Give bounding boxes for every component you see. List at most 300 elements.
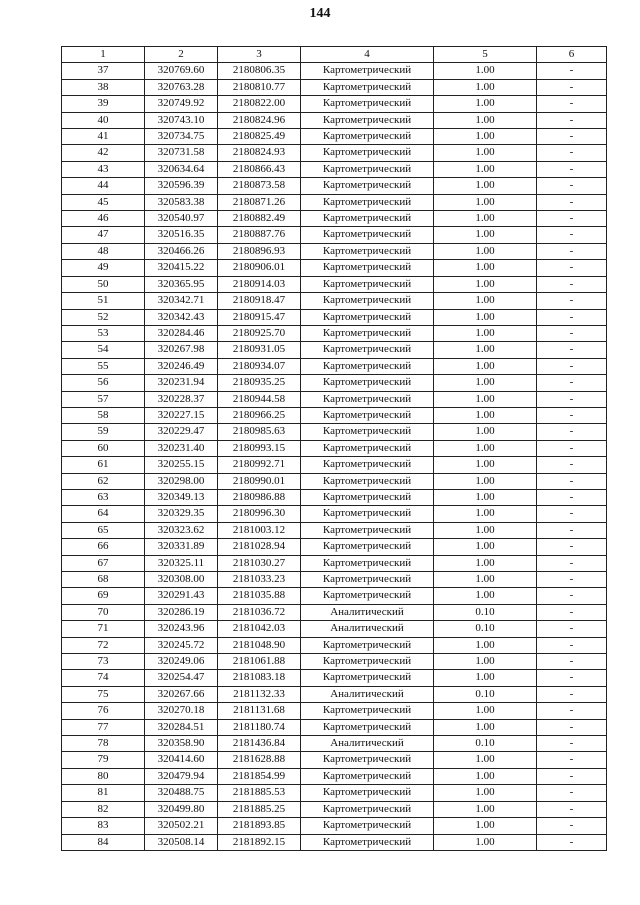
accuracy-cell: 1.00 — [434, 211, 537, 227]
method-cell: Картометрический — [301, 424, 434, 440]
table-row — [62, 686, 607, 702]
x-coordinate-cell: 320488.75 — [145, 785, 218, 801]
method-cell: Картометрический — [301, 473, 434, 489]
table-row — [62, 752, 607, 768]
point-number-cell: 38 — [62, 79, 145, 95]
point-number-cell: 55 — [62, 358, 145, 374]
y-coordinate-cell: 2181035.88 — [218, 588, 301, 604]
accuracy-cell: 1.00 — [434, 457, 537, 473]
x-coordinate-cell: 320243.96 — [145, 621, 218, 637]
table-row — [62, 572, 607, 588]
table-row — [62, 703, 607, 719]
point-number-cell: 72 — [62, 637, 145, 653]
y-coordinate-cell: 2181131.68 — [218, 703, 301, 719]
x-coordinate-cell: 320540.97 — [145, 211, 218, 227]
point-number-cell: 50 — [62, 276, 145, 292]
note-cell: - — [537, 604, 607, 620]
method-cell: Аналитический — [301, 604, 434, 620]
method-cell: Картометрический — [301, 211, 434, 227]
table-row — [62, 375, 607, 391]
note-cell: - — [537, 473, 607, 489]
x-coordinate-cell: 320249.06 — [145, 654, 218, 670]
accuracy-cell: 1.00 — [434, 670, 537, 686]
point-number-cell: 67 — [62, 555, 145, 571]
method-cell: Картометрический — [301, 440, 434, 456]
accuracy-cell: 0.10 — [434, 736, 537, 752]
point-number-cell: 51 — [62, 293, 145, 309]
point-number-cell: 37 — [62, 63, 145, 79]
method-cell: Картометрический — [301, 243, 434, 259]
method-cell: Картометрический — [301, 309, 434, 325]
method-cell: Картометрический — [301, 129, 434, 145]
x-coordinate-cell: 320298.00 — [145, 473, 218, 489]
x-coordinate-cell: 320329.35 — [145, 506, 218, 522]
y-coordinate-cell: 2180986.88 — [218, 489, 301, 505]
accuracy-cell: 1.00 — [434, 473, 537, 489]
method-cell: Картометрический — [301, 375, 434, 391]
y-coordinate-cell: 2180944.58 — [218, 391, 301, 407]
method-cell: Картометрический — [301, 752, 434, 768]
point-number-cell: 39 — [62, 96, 145, 112]
x-coordinate-cell: 320308.00 — [145, 572, 218, 588]
y-coordinate-cell: 2181048.90 — [218, 637, 301, 653]
y-coordinate-cell: 2181436.84 — [218, 736, 301, 752]
method-cell: Картометрический — [301, 654, 434, 670]
method-cell: Картометрический — [301, 227, 434, 243]
point-number-cell: 57 — [62, 391, 145, 407]
y-coordinate-cell: 2180806.35 — [218, 63, 301, 79]
method-cell: Картометрический — [301, 260, 434, 276]
page-number: 144 — [309, 6, 331, 21]
note-cell: - — [537, 539, 607, 555]
method-cell: Картометрический — [301, 539, 434, 555]
column-header-2: 2 — [145, 47, 218, 63]
method-cell: Картометрический — [301, 834, 434, 850]
y-coordinate-cell: 2181132.33 — [218, 686, 301, 702]
method-cell: Картометрический — [301, 572, 434, 588]
method-cell: Картометрический — [301, 145, 434, 161]
table-row — [62, 506, 607, 522]
table-row — [62, 211, 607, 227]
point-number-cell: 53 — [62, 325, 145, 341]
method-cell: Картометрический — [301, 457, 434, 473]
accuracy-cell: 1.00 — [434, 801, 537, 817]
note-cell: - — [537, 276, 607, 292]
point-number-cell: 84 — [62, 834, 145, 850]
point-number-cell: 63 — [62, 489, 145, 505]
note-cell: - — [537, 407, 607, 423]
note-cell: - — [537, 768, 607, 784]
x-coordinate-cell: 320267.98 — [145, 342, 218, 358]
column-header-4: 4 — [301, 47, 434, 63]
point-number-cell: 47 — [62, 227, 145, 243]
accuracy-cell: 1.00 — [434, 260, 537, 276]
note-cell: - — [537, 243, 607, 259]
y-coordinate-cell: 2180990.01 — [218, 473, 301, 489]
x-coordinate-cell: 320414.60 — [145, 752, 218, 768]
accuracy-cell: 1.00 — [434, 424, 537, 440]
point-number-cell: 64 — [62, 506, 145, 522]
note-cell: - — [537, 670, 607, 686]
y-coordinate-cell: 2180931.05 — [218, 342, 301, 358]
note-cell: - — [537, 719, 607, 735]
accuracy-cell: 1.00 — [434, 293, 537, 309]
method-cell: Аналитический — [301, 686, 434, 702]
method-cell: Картометрический — [301, 194, 434, 210]
method-cell: Картометрический — [301, 555, 434, 571]
note-cell: - — [537, 260, 607, 276]
accuracy-cell: 1.00 — [434, 276, 537, 292]
x-coordinate-cell: 320229.47 — [145, 424, 218, 440]
accuracy-cell: 1.00 — [434, 572, 537, 588]
accuracy-cell: 1.00 — [434, 785, 537, 801]
accuracy-cell: 1.00 — [434, 178, 537, 194]
accuracy-cell: 1.00 — [434, 506, 537, 522]
x-coordinate-cell: 320516.35 — [145, 227, 218, 243]
y-coordinate-cell: 2181885.53 — [218, 785, 301, 801]
method-cell: Картометрический — [301, 79, 434, 95]
method-cell: Картометрический — [301, 785, 434, 801]
x-coordinate-cell: 320466.26 — [145, 243, 218, 259]
point-number-cell: 59 — [62, 424, 145, 440]
table-row — [62, 358, 607, 374]
point-number-cell: 48 — [62, 243, 145, 259]
table-row — [62, 801, 607, 817]
table-row — [62, 440, 607, 456]
x-coordinate-cell: 320342.71 — [145, 293, 218, 309]
table-row — [62, 342, 607, 358]
table-row — [62, 670, 607, 686]
x-coordinate-cell: 320227.15 — [145, 407, 218, 423]
accuracy-cell: 1.00 — [434, 522, 537, 538]
note-cell: - — [537, 785, 607, 801]
method-cell: Картометрический — [301, 522, 434, 538]
accuracy-cell: 1.00 — [434, 161, 537, 177]
accuracy-cell: 1.00 — [434, 227, 537, 243]
x-coordinate-cell: 320255.15 — [145, 457, 218, 473]
x-coordinate-cell: 320508.14 — [145, 834, 218, 850]
y-coordinate-cell: 2181028.94 — [218, 539, 301, 555]
accuracy-cell: 1.00 — [434, 555, 537, 571]
table-row — [62, 719, 607, 735]
accuracy-cell: 1.00 — [434, 325, 537, 341]
point-number-cell: 44 — [62, 178, 145, 194]
x-coordinate-cell: 320323.62 — [145, 522, 218, 538]
point-number-cell: 68 — [62, 572, 145, 588]
y-coordinate-cell: 2180866.43 — [218, 161, 301, 177]
point-number-cell: 56 — [62, 375, 145, 391]
x-coordinate-cell: 320245.72 — [145, 637, 218, 653]
method-cell: Картометрический — [301, 506, 434, 522]
method-cell: Картометрический — [301, 670, 434, 686]
y-coordinate-cell: 2181180.74 — [218, 719, 301, 735]
note-cell: - — [537, 112, 607, 128]
accuracy-cell: 1.00 — [434, 194, 537, 210]
column-header-5: 5 — [434, 47, 537, 63]
method-cell: Картометрический — [301, 637, 434, 653]
note-cell: - — [537, 637, 607, 653]
y-coordinate-cell: 2181061.88 — [218, 654, 301, 670]
point-number-cell: 78 — [62, 736, 145, 752]
accuracy-cell: 1.00 — [434, 834, 537, 850]
x-coordinate-cell: 320499.80 — [145, 801, 218, 817]
method-cell: Картометрический — [301, 342, 434, 358]
table-row — [62, 112, 607, 128]
note-cell: - — [537, 489, 607, 505]
x-coordinate-cell: 320331.89 — [145, 539, 218, 555]
table-row — [62, 785, 607, 801]
accuracy-cell: 1.00 — [434, 654, 537, 670]
accuracy-cell: 1.00 — [434, 309, 537, 325]
table-body — [62, 63, 607, 851]
table-row — [62, 621, 607, 637]
accuracy-cell: 1.00 — [434, 752, 537, 768]
x-coordinate-cell: 320749.92 — [145, 96, 218, 112]
table-header — [62, 47, 607, 63]
x-coordinate-cell: 320270.18 — [145, 703, 218, 719]
point-number-cell: 58 — [62, 407, 145, 423]
accuracy-cell: 1.00 — [434, 539, 537, 555]
note-cell: - — [537, 79, 607, 95]
method-cell: Картометрический — [301, 391, 434, 407]
x-coordinate-cell: 320291.43 — [145, 588, 218, 604]
note-cell: - — [537, 572, 607, 588]
column-header-6: 6 — [537, 47, 607, 63]
point-number-cell: 65 — [62, 522, 145, 538]
note-cell: - — [537, 555, 607, 571]
point-number-cell: 79 — [62, 752, 145, 768]
y-coordinate-cell: 2180896.93 — [218, 243, 301, 259]
note-cell: - — [537, 375, 607, 391]
accuracy-cell: 1.00 — [434, 243, 537, 259]
x-coordinate-cell: 320763.28 — [145, 79, 218, 95]
x-coordinate-cell: 320479.94 — [145, 768, 218, 784]
table-row — [62, 588, 607, 604]
y-coordinate-cell: 2181042.03 — [218, 621, 301, 637]
table-row — [62, 489, 607, 505]
x-coordinate-cell: 320284.51 — [145, 719, 218, 735]
note-cell: - — [537, 161, 607, 177]
y-coordinate-cell: 2181036.72 — [218, 604, 301, 620]
y-coordinate-cell: 2180810.77 — [218, 79, 301, 95]
x-coordinate-cell: 320284.46 — [145, 325, 218, 341]
method-cell: Картометрический — [301, 489, 434, 505]
table-row — [62, 178, 607, 194]
point-number-cell: 40 — [62, 112, 145, 128]
note-cell: - — [537, 293, 607, 309]
table-row — [62, 276, 607, 292]
point-number-cell: 52 — [62, 309, 145, 325]
y-coordinate-cell: 2180985.63 — [218, 424, 301, 440]
x-coordinate-cell: 320228.37 — [145, 391, 218, 407]
x-coordinate-cell: 320743.10 — [145, 112, 218, 128]
y-coordinate-cell: 2180887.76 — [218, 227, 301, 243]
y-coordinate-cell: 2180918.47 — [218, 293, 301, 309]
method-cell: Картометрический — [301, 588, 434, 604]
note-cell: - — [537, 834, 607, 850]
accuracy-cell: 1.00 — [434, 358, 537, 374]
y-coordinate-cell: 2181854.99 — [218, 768, 301, 784]
accuracy-cell: 1.00 — [434, 112, 537, 128]
note-cell: - — [537, 325, 607, 341]
table-row — [62, 325, 607, 341]
y-coordinate-cell: 2181892.15 — [218, 834, 301, 850]
y-coordinate-cell: 2180993.15 — [218, 440, 301, 456]
accuracy-cell: 1.00 — [434, 79, 537, 95]
method-cell: Картометрический — [301, 276, 434, 292]
point-number-cell: 76 — [62, 703, 145, 719]
accuracy-cell: 1.00 — [434, 637, 537, 653]
table-row — [62, 145, 607, 161]
accuracy-cell: 1.00 — [434, 375, 537, 391]
y-coordinate-cell: 2180906.01 — [218, 260, 301, 276]
note-cell: - — [537, 818, 607, 834]
table-row — [62, 539, 607, 555]
accuracy-cell: 1.00 — [434, 703, 537, 719]
accuracy-cell: 1.00 — [434, 63, 537, 79]
y-coordinate-cell: 2180873.58 — [218, 178, 301, 194]
point-number-cell: 70 — [62, 604, 145, 620]
table-row — [62, 654, 607, 670]
point-number-cell: 81 — [62, 785, 145, 801]
method-cell: Картометрический — [301, 407, 434, 423]
y-coordinate-cell: 2180966.25 — [218, 407, 301, 423]
method-cell: Картометрический — [301, 325, 434, 341]
table-row — [62, 309, 607, 325]
y-coordinate-cell: 2180996.30 — [218, 506, 301, 522]
y-coordinate-cell: 2180915.47 — [218, 309, 301, 325]
accuracy-cell: 1.00 — [434, 96, 537, 112]
note-cell: - — [537, 621, 607, 637]
table-row — [62, 63, 607, 79]
accuracy-cell: 1.00 — [434, 588, 537, 604]
note-cell: - — [537, 342, 607, 358]
y-coordinate-cell: 2181893.85 — [218, 818, 301, 834]
accuracy-cell: 1.00 — [434, 391, 537, 407]
y-coordinate-cell: 2180824.96 — [218, 112, 301, 128]
table-row — [62, 604, 607, 620]
table-row — [62, 522, 607, 538]
point-number-cell: 77 — [62, 719, 145, 735]
x-coordinate-cell: 320583.38 — [145, 194, 218, 210]
table-row — [62, 161, 607, 177]
table-row — [62, 555, 607, 571]
accuracy-cell: 1.00 — [434, 145, 537, 161]
method-cell: Аналитический — [301, 621, 434, 637]
note-cell: - — [537, 424, 607, 440]
method-cell: Картометрический — [301, 768, 434, 784]
note-cell: - — [537, 145, 607, 161]
x-coordinate-cell: 320365.95 — [145, 276, 218, 292]
note-cell: - — [537, 686, 607, 702]
y-coordinate-cell: 2180914.03 — [218, 276, 301, 292]
coordinates-table — [61, 46, 607, 851]
y-coordinate-cell: 2180871.26 — [218, 194, 301, 210]
point-number-cell: 49 — [62, 260, 145, 276]
y-coordinate-cell: 2181083.18 — [218, 670, 301, 686]
note-cell: - — [537, 654, 607, 670]
x-coordinate-cell: 320358.90 — [145, 736, 218, 752]
note-cell: - — [537, 522, 607, 538]
note-cell: - — [537, 752, 607, 768]
x-coordinate-cell: 320596.39 — [145, 178, 218, 194]
x-coordinate-cell: 320231.40 — [145, 440, 218, 456]
table-row — [62, 407, 607, 423]
accuracy-cell: 0.10 — [434, 604, 537, 620]
note-cell: - — [537, 703, 607, 719]
x-coordinate-cell: 320267.66 — [145, 686, 218, 702]
note-cell: - — [537, 194, 607, 210]
point-number-cell: 73 — [62, 654, 145, 670]
x-coordinate-cell: 320734.75 — [145, 129, 218, 145]
method-cell: Картометрический — [301, 818, 434, 834]
note-cell: - — [537, 506, 607, 522]
table-row — [62, 227, 607, 243]
method-cell: Картометрический — [301, 96, 434, 112]
point-number-cell: 82 — [62, 801, 145, 817]
note-cell: - — [537, 129, 607, 145]
accuracy-cell: 1.00 — [434, 489, 537, 505]
table-row — [62, 424, 607, 440]
y-coordinate-cell: 2180824.93 — [218, 145, 301, 161]
point-number-cell: 80 — [62, 768, 145, 784]
point-number-cell: 66 — [62, 539, 145, 555]
header-row — [62, 47, 607, 63]
x-coordinate-cell: 320286.19 — [145, 604, 218, 620]
point-number-cell: 54 — [62, 342, 145, 358]
x-coordinate-cell: 320502.21 — [145, 818, 218, 834]
accuracy-cell: 1.00 — [434, 342, 537, 358]
table-row — [62, 96, 607, 112]
point-number-cell: 46 — [62, 211, 145, 227]
point-number-cell: 62 — [62, 473, 145, 489]
table-row — [62, 79, 607, 95]
note-cell: - — [537, 391, 607, 407]
table-row — [62, 293, 607, 309]
x-coordinate-cell: 320342.43 — [145, 309, 218, 325]
x-coordinate-cell: 320731.58 — [145, 145, 218, 161]
method-cell: Картометрический — [301, 703, 434, 719]
note-cell: - — [537, 96, 607, 112]
note-cell: - — [537, 309, 607, 325]
y-coordinate-cell: 2181030.27 — [218, 555, 301, 571]
note-cell: - — [537, 211, 607, 227]
note-cell: - — [537, 63, 607, 79]
note-cell: - — [537, 178, 607, 194]
accuracy-cell: 0.10 — [434, 686, 537, 702]
y-coordinate-cell: 2181003.12 — [218, 522, 301, 538]
y-coordinate-cell: 2181628.88 — [218, 752, 301, 768]
note-cell: - — [537, 227, 607, 243]
method-cell: Картометрический — [301, 358, 434, 374]
table-row — [62, 818, 607, 834]
method-cell: Картометрический — [301, 63, 434, 79]
x-coordinate-cell: 320349.13 — [145, 489, 218, 505]
method-cell: Картометрический — [301, 293, 434, 309]
method-cell: Картометрический — [301, 112, 434, 128]
point-number-cell: 61 — [62, 457, 145, 473]
x-coordinate-cell: 320246.49 — [145, 358, 218, 374]
table-row — [62, 260, 607, 276]
note-cell: - — [537, 736, 607, 752]
y-coordinate-cell: 2180822.00 — [218, 96, 301, 112]
point-number-cell: 83 — [62, 818, 145, 834]
note-cell: - — [537, 358, 607, 374]
column-header-1: 1 — [62, 47, 145, 63]
y-coordinate-cell: 2180925.70 — [218, 325, 301, 341]
y-coordinate-cell: 2180992.71 — [218, 457, 301, 473]
point-number-cell: 45 — [62, 194, 145, 210]
